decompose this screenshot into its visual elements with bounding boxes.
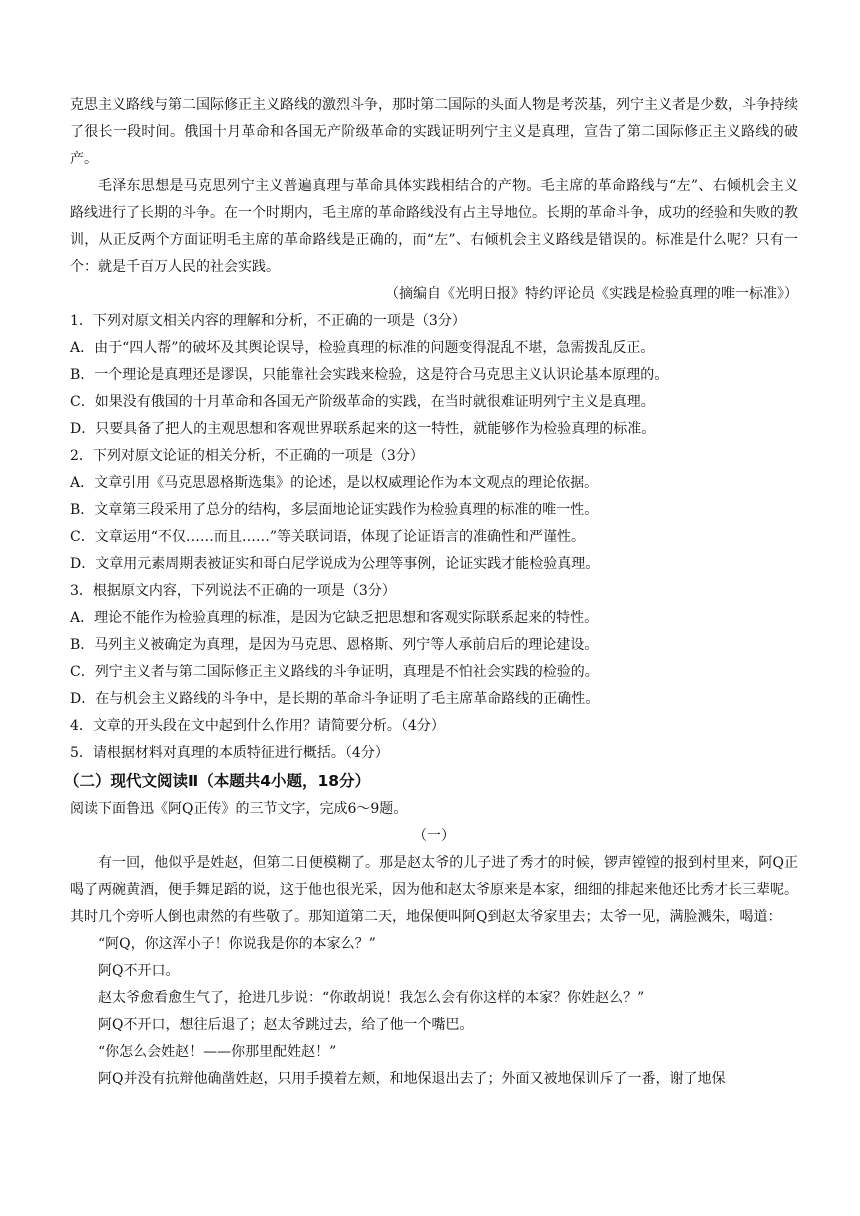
question-option: B．一个理论是真理还是谬误，只能靠社会实践来检验，这是符合马克思主义认识论基本原理的。 bbox=[70, 367, 669, 383]
story-paragraph: 赵太爷愈看愈生气了，抢进几步说：“你敢胡说！我怎么会有你这样的本家？你姓赵么？” bbox=[98, 990, 645, 1006]
question-stem: 3．根据原文内容，下列说法不正确的一项是（3分） bbox=[70, 583, 396, 599]
question-option: C．文章运用“不仅……而且……”等关联词语，体现了论证语言的准确性和严谨性。 bbox=[70, 529, 586, 545]
question-stem: 2．下列对原文论证的相关分析，不正确的一项是（3分） bbox=[70, 448, 424, 464]
question-option: C．列宁主义者与第二国际修正主义路线的斗争证明，真理是不怕社会实践的检验的。 bbox=[70, 664, 599, 680]
question-stem: 5．请根据材料对真理的本质特征进行概括。（4分） bbox=[70, 745, 389, 761]
question-stem: 4．文章的开头段在文中起到什么作用？请简要分析。（4分） bbox=[70, 718, 445, 734]
question-option: B．马列主义被确定为真理，是因为马克思、恩格斯、列宁等人承前启后的理论建设。 bbox=[70, 637, 599, 653]
part-label: （一） bbox=[413, 828, 455, 844]
section-instruction: 阅读下面鲁迅《阿Q正传》的三节文字，完成6～9题。 bbox=[70, 801, 408, 817]
story-paragraph: 阿Q不开口。 bbox=[98, 963, 180, 979]
question-option: D．在与机会主义路线的斗争中，是长期的革命斗争证明了毛主席革命路线的正确性。 bbox=[70, 691, 600, 707]
passage-paragraph: 克思主义路线与第二国际修正主义路线的激烈斗争，那时第二国际的头面人物是考茨基，列宁主义者是少数，斗争持续了很长一段时间。俄国十月革命和各国无产阶级革命的实践证明列宁主义是真理，宣告了第二国际修正主义路线的破产。 bbox=[70, 97, 798, 167]
question-option: A．理论不能作为检验真理的标准，是因为它缺乏把思想和客观实际联系起来的特性。 bbox=[70, 610, 599, 626]
section-heading: （二）现代文阅读Ⅱ（本题共4小题，18分） bbox=[64, 772, 371, 790]
question-option: C．如果没有俄国的十月革命和各国无产阶级革命的实践，在当时就很难证明列宁主义是真理。 bbox=[70, 394, 655, 410]
story-paragraph: 阿Q不开口，想往后退了；赵太爷跳过去，给了他一个嘴巴。 bbox=[98, 1017, 474, 1033]
story-paragraph: “阿Q，你这浑小子！你说我是你的本家么？” bbox=[98, 936, 376, 952]
question-option: B．文章第三段采用了总分的结构，多层面地论证实践作为检验真理的标准的唯一性。 bbox=[70, 502, 599, 518]
story-paragraph: “你怎么会姓赵！——你那里配姓赵！” bbox=[98, 1044, 337, 1060]
question-option: A．由于“四人帮”的破坏及其舆论误导，检验真理的标准的问题变得混乱不堪，急需拨乱反正。 bbox=[70, 340, 655, 356]
question-option: A．文章引用《马克思恩格斯选集》的论述，是以权威理论作为本文观点的理论依据。 bbox=[70, 475, 599, 491]
story-paragraph: 有一回，他似乎是姓赵，但第二日便模糊了。那是赵太爷的儿子进了秀才的时候，锣声镗镗的报到村里来，阿Q正喝了两碗黄酒，便手舞足蹈的说，这于他也很光采，因为他和赵太爷原来是本家，细细的排起来他还比秀才长三辈呢。其时几个旁听人倒也肃然的有些敬了。那知道第二天，地保便叫阿Q到赵太爷家里去；太爷一见，满脸溅朱，喝道： bbox=[70, 855, 798, 925]
question-stem: 1．下列对原文相关内容的理解和分析，不正确的一项是（3分） bbox=[70, 313, 466, 329]
passage-paragraph: 毛泽东思想是马克思列宁主义普遍真理与革命具体实践相结合的产物。毛主席的革命路线与“左”、右倾机会主义路线进行了长期的斗争。在一个时期内，毛主席的革命路线没有占主导地位。长期的革命斗争，成功的经验和失败的教训，从正反两个方面证明毛主席的革命路线是正确的，而“左”、右倾机会主义路线是错误的。标准是什么呢？只有一个：就是千百万人民的社会实践。 bbox=[70, 178, 798, 275]
story-paragraph: 阿Q并没有抗辩他确凿姓赵，只用手摸着左颊，和地保退出去了；外面又被地保训斥了一番，谢了地保 bbox=[98, 1071, 726, 1087]
passage-source: （摘编自《光明日报》特约评论员《实践是检验真理的唯一标准》） bbox=[385, 286, 798, 302]
question-option: D．文章用元素周期表被证实和哥白尼学说成为公理等事例，论证实践才能检验真理。 bbox=[70, 556, 600, 572]
question-option: D．只要具备了把人的主观思想和客观世界联系起来的这一特性，就能够作为检验真理的标准。 bbox=[70, 421, 656, 437]
